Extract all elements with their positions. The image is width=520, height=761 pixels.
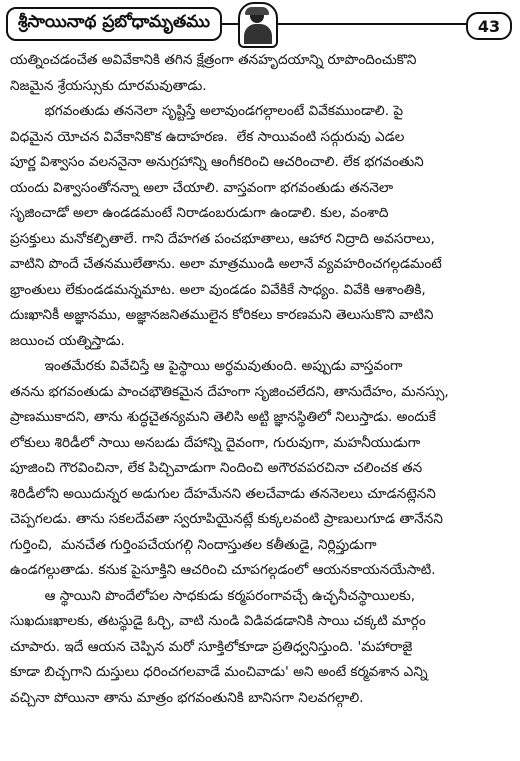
page-number: 43 — [466, 12, 512, 40]
text-line: గుర్తించి, మనచేత గుర్తింపచేయగల్గి నిందాస్తుతల కతీతుడై, నిర్లిప్తుడుగా — [10, 536, 377, 553]
paragraph — [10, 584, 510, 712]
text-line: సుఖదుఃఖాలకు, తటస్థుడై ఓర్చి, వాటి నుండి విడివడడానికి సాయి చక్కటి మార్గం — [10, 613, 426, 629]
text-line: దుఃఖానికీ అజ్ఞానము, అజ్ఞానజనితములైన కోరికలు కారణమని తెలుసుకొని వాటిని — [10, 307, 434, 323]
text-line: జయించ యత్నిస్తాడు. — [10, 332, 125, 349]
text-line: పూజించి గౌరవించినా, లేక పిచ్చివాడుగా నిందించి అగౌరవపరచినా చలించక తన — [10, 460, 423, 476]
paragraph — [10, 354, 510, 584]
text-line: పూర్ణ విశ్వాసం వలననైనా అనుగ్రహాన్ని ఆంగీకరించి ఆచరించాలి. లేక భగవంతుని — [10, 154, 424, 170]
text-line: యందు విశ్వాసంతోనన్నా అలా చేయాలి. వాస్తవంగా భగవంతుడు తననెలా — [10, 179, 394, 196]
text-line: లోకులు శిరిడీలో సాయి అనబడు దేహాన్ని దైవంగా, గురువుగా, మహనీయుడుగా — [10, 434, 421, 451]
text-line: చూపారు. ఇదే ఆయన చెప్పిన మరో సూక్తిలోకూడా ప్రతిధ్వనిస్తుంది. 'మహారాజై — [10, 638, 413, 655]
text-line: ప్రసక్తులు మనోకల్పితాలే. గాని దేహగత పంచభూతాలు, ఆహార నిద్రాది అవసరాలు, — [10, 230, 435, 247]
text-line: ప్రాణముకాదని, తాను శుద్ధచైతన్యమని తెలిసి అట్టి జ్ఞానస్థితిలో నిలుస్తాడు. అందుకే — [10, 409, 436, 425]
text-line: ఉండగల్గుతాడు. కనుక పైసూక్తిని ఆచరించి చూపగల్గడంలో ఆయనకాయనయేసాటి. — [10, 562, 436, 578]
page-header — [6, 2, 512, 46]
page-body — [10, 48, 510, 711]
text-line: భగవంతుడు తననెలా సృష్టిస్తే అలావుండగల్గాలంటే వివేకముండాలి. పై — [10, 103, 404, 119]
text-line: వచ్చినా పోయినా తాను మాత్రం భగవంతునికి బానిసగా నిలవగల్గాలి. — [10, 689, 364, 706]
text-line: యత్నించడంచేత అవివేకానికి తగిన క్షేత్రంగా తనహృదయాన్ని రూపొందించుకొని — [10, 52, 417, 68]
text-line: తనను భగవంతుడు పాంచభౌతికమైన దేహంగా సృజించలేదని, తానుదేహం, మనస్సు, — [10, 383, 449, 400]
text-line: సృజించాడో అలా ఉండడమంటే నిరాడంబరుడుగా ఉండాలి. కుల, వంశాది — [10, 205, 389, 221]
text-line: వాటిని పొందే చేతనములేతాను. అలా మాత్రముండి అలానే వ్యవహరించగల్గడమంటే — [10, 256, 442, 272]
paragraph — [10, 48, 510, 99]
text-line: ఆ స్థాయిని పొందేలోపల సాధకుడు కర్మపరంగావచ్చే ఉచ్ఛనీచస్థాయిలకు, — [10, 587, 416, 604]
text-line: ఇంతమేరకు వివేచిస్తే ఆ పైస్థాయి అర్థమవుతుంది. అప్పుడు వాస్తవంగా — [10, 358, 403, 374]
sai-baba-portrait-icon — [238, 2, 278, 48]
text-line: నిజమైన శ్రేయస్సుకు దూరమవుతాడు. — [10, 77, 207, 94]
text-line: భ్రాంతులు లేకుండడమన్నమాట. అలా వుండడం వివేకికే సాధ్యం. వివేకి ఆశాంతికి, — [10, 281, 426, 298]
text-line: విధమైన యోచన వివేకానికొక ఉదాహరణ. లేక సాయివంటి సద్గురువు ఎడల — [10, 128, 405, 145]
text-line: చెప్పగలడు. తాను సకలదేవతా స్వరూపియైనట్లే కుక్కలవంటి ప్రాణులుగూడ తానేనని — [10, 511, 443, 527]
book-title: శ్రీసాయినాథ ప్రబోధామృతము — [6, 7, 222, 41]
text-line: కూడా బిచ్చగాని దుస్తులు ధరించగలవాడే మంచివాడు' అని అంటే కర్మవశాన ఎన్ని — [10, 664, 428, 680]
paragraph — [10, 99, 510, 354]
text-line: శిరిడీలోని అయిదున్నర అడుగుల దేహమేనని తలచేవాడు తననెలలు చూడనట్లెనని — [10, 485, 436, 502]
